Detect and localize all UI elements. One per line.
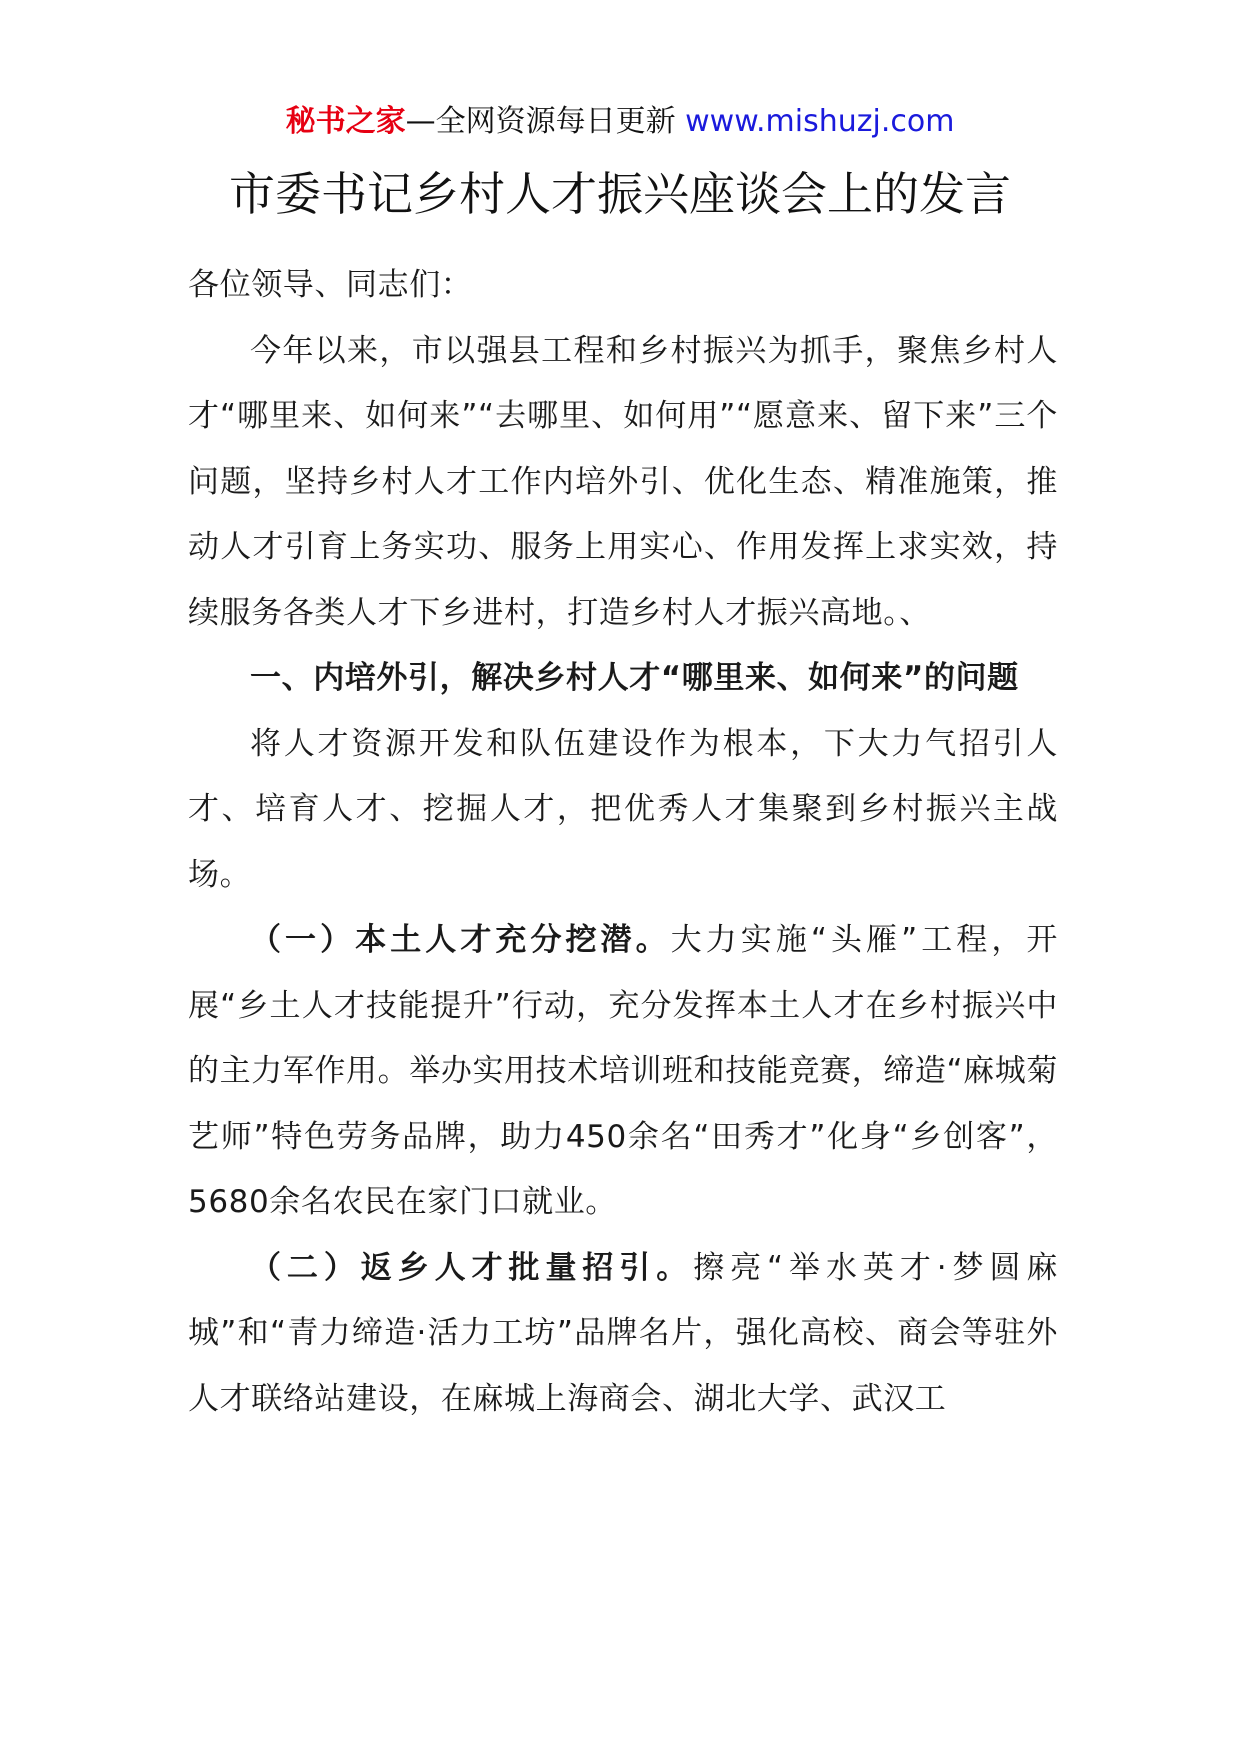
site-header (0, 100, 1240, 144)
section-heading-1: 一、内培外引，解决乡村人才“哪里来、如何来”的问题 (250, 660, 1019, 696)
salutation: 各位领导、同志们： (188, 267, 473, 303)
item-1-paragraph (188, 908, 1058, 1236)
site-tagline: —全网资源每日更新 (405, 104, 686, 139)
item-1-heading: （一）本土人才充分挖潜。 (250, 922, 671, 958)
site-url-link[interactable]: www.mishuzj.com (685, 104, 955, 139)
item-2-paragraph (188, 1236, 1058, 1433)
section-1-intro-paragraph: 将人才资源开发和队伍建设作为根本，下大力气招引人才、培育人才、挖掘人才，把优秀人才集聚到乡村振兴主战场。 (188, 725, 1058, 893)
item-2-text: 擦亮“举水英才·梦圆麻城”和“青力缔造·活力工坊”品牌名片，强化高校、商会等驻外人才联络站建设，在麻城上海商会、湖北大学、武汉工 (188, 1249, 1058, 1417)
item-2-heading: （二）返乡人才批量招引。 (250, 1249, 694, 1286)
site-name: 秘书之家 (285, 104, 406, 139)
intro-paragraph: 今年以来，市以强县工程和乡村振兴为抓手，聚焦乡村人才“哪里来、如何来”“去哪里、如何用”“愿意来、留下来”三个问题，坚持乡村人才工作内培外引、优化生态、精准施策，推动人才引育上务实功、服务上用实心、作用发挥上求实效，持续服务各类人才下乡进村，打造乡村人才振兴高地。、 (188, 332, 1058, 631)
item-1-text: 大力实施“头雁”工程，开展“乡土人才技能提升”行动，充分发挥本土人才在乡村振兴中的主力军作用。举办实用技术培训班和技能竞赛，缔造“麻城菊艺师”特色劳务品牌，助力450余名“田秀才”化身“乡创客”，5680余名农民在家门口就业。 (188, 922, 1058, 1220)
document-title: 市委书记乡村人才振兴座谈会上的发言 (229, 167, 1011, 221)
document-body (188, 253, 1058, 1432)
